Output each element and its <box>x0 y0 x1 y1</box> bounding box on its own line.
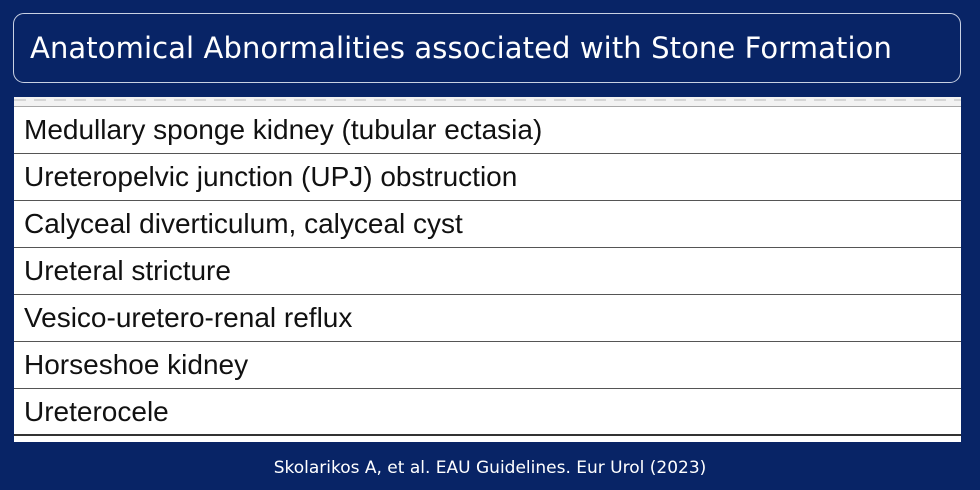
table-row: Calyceal diverticulum, calyceal cyst <box>14 201 961 248</box>
table-row: Ureteropelvic junction (UPJ) obstruction <box>14 154 961 201</box>
slide-title: Anatomical Abnormalities associated with Stone Formation <box>30 31 892 65</box>
slide-title-box <box>13 13 961 83</box>
table-row: Ureteral stricture <box>14 248 961 295</box>
table-top-edge <box>14 97 961 107</box>
table-row: Medullary sponge kidney (tubular ectasia) <box>14 107 961 154</box>
abnormalities-table <box>14 97 961 442</box>
table-row: Ureterocele <box>14 389 961 436</box>
citation-text: Skolarikos A, et al. EAU Guidelines. Eur Urol (2023) <box>273 458 707 478</box>
table-row: Horseshoe kidney <box>14 342 961 389</box>
table-row: Vesico-uretero-renal reflux <box>14 295 961 342</box>
